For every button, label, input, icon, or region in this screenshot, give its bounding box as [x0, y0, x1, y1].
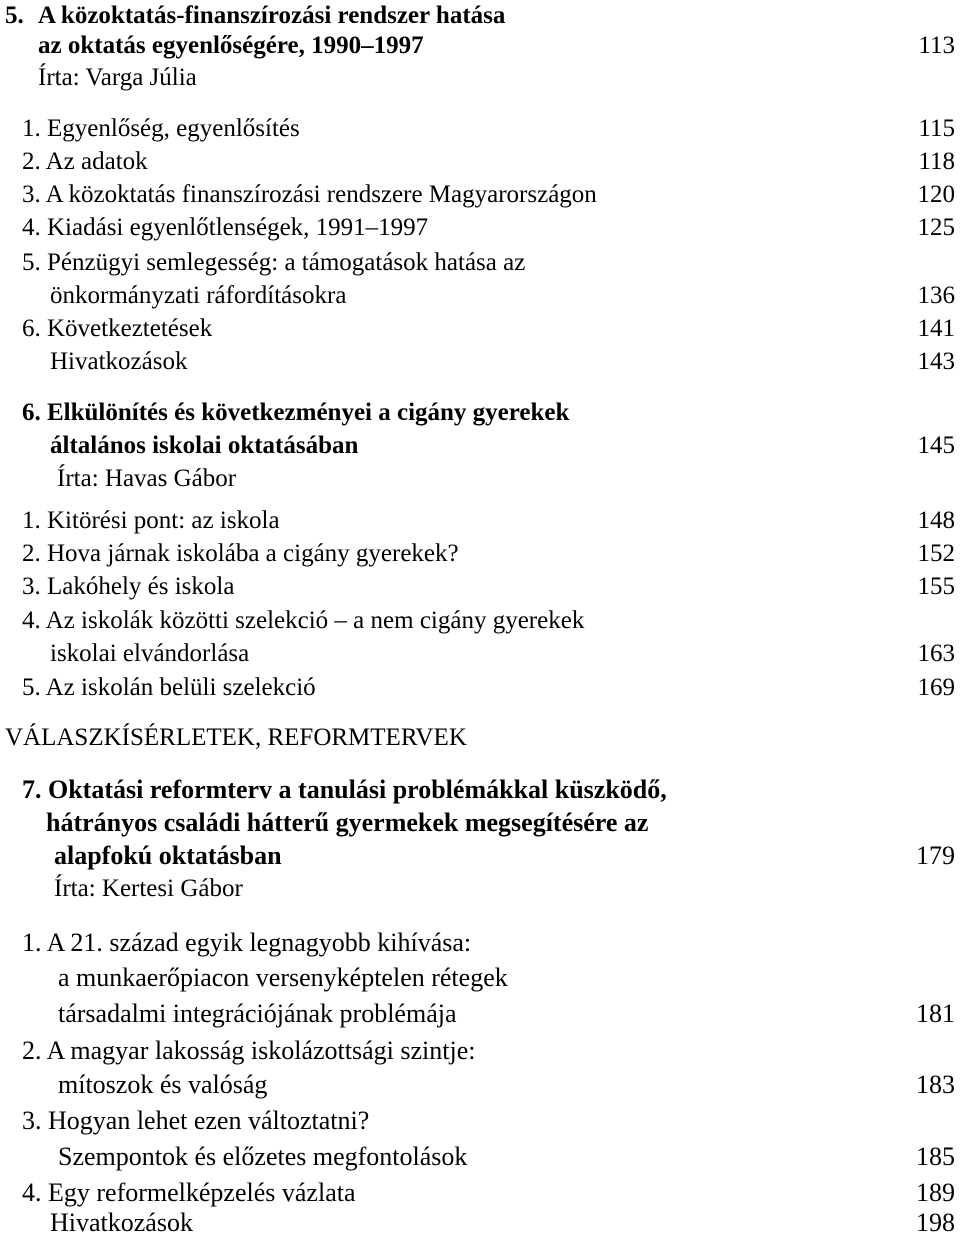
chapter-number: 5.: [5, 2, 24, 29]
entry-title: 5. Az iskolán belüli szelekció: [22, 674, 316, 701]
entry-title: a munkaerőpiacon versenyképtelen rétegek: [58, 963, 508, 992]
page-number: 118: [918, 148, 955, 175]
toc-entry: [0, 212, 960, 244]
toc-entry: [0, 346, 960, 378]
toc-entry: [0, 113, 960, 145]
toc-chapter-heading: [0, 840, 960, 872]
entry-title: 2. Az adatok: [22, 148, 148, 175]
chapter-title: A közoktatás-finanszírozási rendszer hatása: [38, 2, 506, 29]
toc-entry: [0, 1035, 960, 1067]
toc-entry: [0, 313, 960, 345]
toc-entry: [0, 1207, 960, 1239]
page-number: 163: [917, 640, 955, 667]
toc-entry: [0, 146, 960, 178]
entry-title: Hivatkozások: [50, 1208, 193, 1237]
toc-chapter-heading: [0, 30, 960, 62]
entry-title: 3. Hogyan lehet ezen változtatni?: [22, 1106, 370, 1135]
entry-title: mítoszok és valóság: [58, 1070, 268, 1099]
page-number: 169: [917, 674, 955, 701]
toc-entry: [0, 605, 960, 637]
toc-entry: [0, 927, 960, 959]
entry-title: társadalmi integrációjának problémája: [58, 999, 457, 1028]
entry-title: 4. Kiadási egyenlőtlenségek, 1991–1997: [22, 214, 429, 241]
toc-chapter-heading: [0, 397, 960, 429]
page-number: 125: [917, 214, 955, 241]
author-text: Írta: Kertesi Gábor: [54, 875, 243, 902]
entry-title: Hivatkozások: [50, 348, 188, 375]
page-number: 148: [917, 507, 955, 534]
page-number: 181: [916, 999, 955, 1028]
toc-entry: [0, 179, 960, 211]
entry-title: 1. Egyenlőség, egyenlősítés: [22, 115, 300, 142]
chapter-author: [0, 873, 960, 905]
toc-entry: [0, 672, 960, 704]
toc-chapter-heading: [0, 774, 960, 806]
toc-entry: [0, 538, 960, 570]
page-number: 143: [917, 348, 955, 375]
page-number: 115: [918, 115, 955, 142]
page-number: 179: [916, 841, 955, 870]
page-number: 183: [916, 1070, 955, 1099]
chapter-title: általános iskolai oktatásában: [50, 432, 359, 459]
toc-entry: [0, 247, 960, 279]
page-number: 189: [916, 1178, 955, 1207]
chapter-title: 6. Elkülönítés és következményei a cigány gyerekek: [22, 399, 570, 426]
toc-entry: [0, 998, 960, 1030]
chapter-title: hátrányos családi hátterű gyermekek megsegítésére az: [46, 808, 649, 837]
entry-title: 3. Lakóhely és iskola: [22, 573, 235, 600]
page-number: 155: [917, 573, 955, 600]
page-number: 141: [917, 315, 955, 342]
page-number: 113: [918, 32, 955, 59]
entry-title: 1. A 21. század egyik legnagyobb kihívása:: [22, 928, 472, 957]
toc-entry: [0, 1177, 960, 1209]
toc-chapter-heading: [0, 430, 960, 462]
entry-title: 2. A magyar lakosság iskolázottsági szintje:: [22, 1036, 476, 1065]
toc-entry: [0, 1141, 960, 1173]
chapter-title: 7. Oktatási reformterv a tanulási problémákkal küszködő,: [22, 775, 667, 804]
page-number: 145: [917, 432, 955, 459]
toc-entry: [0, 962, 960, 994]
chapter-title: az oktatás egyenlőségére, 1990–1997: [38, 32, 424, 59]
page-number: 185: [916, 1142, 955, 1171]
page-number: 152: [917, 540, 955, 567]
entry-title: iskolai elvándorlása: [50, 640, 250, 667]
chapter-author: [0, 463, 960, 495]
chapter-author: [0, 62, 960, 94]
part-heading-text: VÁLASZKÍSÉRLETEK, REFORMTERVEK: [5, 724, 467, 751]
entry-title: 6. Következtetések: [22, 315, 213, 342]
author-text: Írta: Varga Júlia: [38, 64, 197, 91]
entry-title: Szempontok és előzetes megfontolások: [58, 1142, 468, 1171]
toc-entry: [0, 638, 960, 670]
toc-entry: [0, 571, 960, 603]
page-number: 198: [916, 1208, 955, 1237]
entry-title: 4. Az iskolák közötti szelekció – a nem cigány gyerekek: [22, 607, 585, 634]
page-number: 136: [917, 282, 955, 309]
entry-title: 1. Kitörési pont: az iskola: [22, 507, 280, 534]
entry-title: 3. A közoktatás finanszírozási rendszere Magyarországon: [22, 181, 597, 208]
toc-entry: [0, 1105, 960, 1137]
page-number: 120: [917, 181, 955, 208]
part-heading: [0, 722, 960, 754]
chapter-title: alapfokú oktatásban: [54, 841, 282, 870]
toc-entry: [0, 280, 960, 312]
entry-title: 4. Egy reformelképzelés vázlata: [22, 1178, 356, 1207]
entry-title: önkormányzati ráfordításokra: [50, 282, 347, 309]
author-text: Írta: Havas Gábor: [57, 465, 237, 492]
entry-title: 2. Hova járnak iskolába a cigány gyerekek?: [22, 540, 459, 567]
toc-chapter-heading: [0, 0, 960, 32]
toc-entry: [0, 1069, 960, 1101]
toc-chapter-heading: [0, 807, 960, 839]
toc-entry: [0, 505, 960, 537]
entry-title: 5. Pénzügyi semlegesség: a támogatások hatása az: [22, 249, 526, 276]
